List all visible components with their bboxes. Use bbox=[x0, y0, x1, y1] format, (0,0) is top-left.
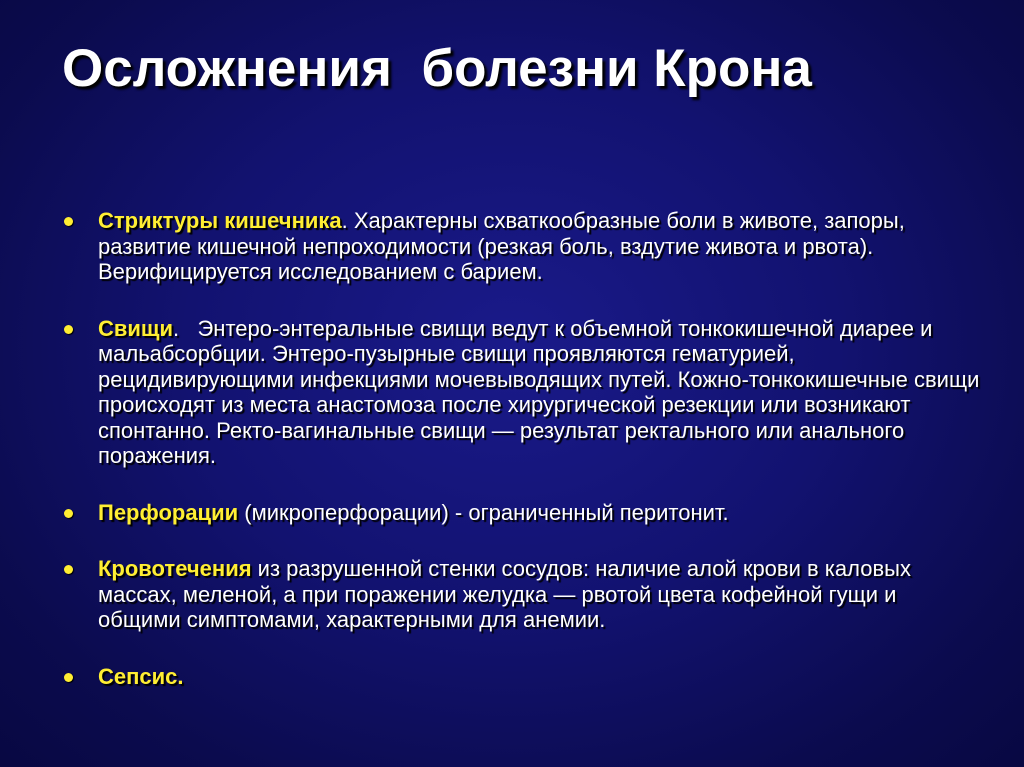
bullet-item-fistulas bbox=[62, 315, 986, 469]
bullet-keyword: Перфорации bbox=[98, 499, 239, 525]
bullet-dot-icon bbox=[64, 565, 73, 574]
bullet-item-strictures bbox=[62, 208, 982, 285]
bullet-list bbox=[62, 208, 986, 689]
bullet-text: . Энтеро-энтеральные свищи ведут к объемной тонкокишечной диарее и мальабсорбции. Энтеро-пузырные свищи проявляются гематурией, рецидивирующими инфекциями мочевыводящих путей. Кожно-тонкокишечные свищи происходят из места анастомоза после хирургической резекции или возникают спонтанно. Ректо-вагинальные свищи — результат ректального или анального поражения. bbox=[98, 315, 986, 468]
bullet-text: из разрушенной стенки сосудов: наличие алой крови в каловых массах, меленой, а при поражении желудка — рвотой цвета кофейной гущи и общими симптомами, характерными для анемии. bbox=[98, 556, 911, 632]
slide-title: Осложнения болезни Крона bbox=[62, 39, 812, 98]
bullet-keyword: Кровотечения bbox=[98, 556, 252, 581]
bullet-dot-icon bbox=[64, 325, 73, 334]
bullet-dot-icon bbox=[64, 509, 73, 518]
bullet-keyword: Сепсис. bbox=[98, 663, 184, 689]
bullet-dot-icon bbox=[64, 673, 73, 682]
bullet-dot-icon bbox=[64, 217, 73, 226]
bullet-item-bleeding bbox=[62, 556, 982, 633]
bullet-keyword: Свищи bbox=[98, 315, 174, 341]
bullet-item-sepsis bbox=[62, 664, 982, 690]
bullet-text: . Характерны схваткообразные боли в животе, запоры, развитие кишечной непроходимости (резкая боль, вздутие живота и рвота). Верифицируется исследованием с барием. bbox=[98, 208, 905, 284]
bullet-text: (микроперфорации) - ограниченный перитонит. bbox=[238, 499, 729, 525]
bullet-item-perforations bbox=[62, 500, 982, 526]
bullet-keyword: Стриктуры кишечника bbox=[98, 208, 342, 233]
